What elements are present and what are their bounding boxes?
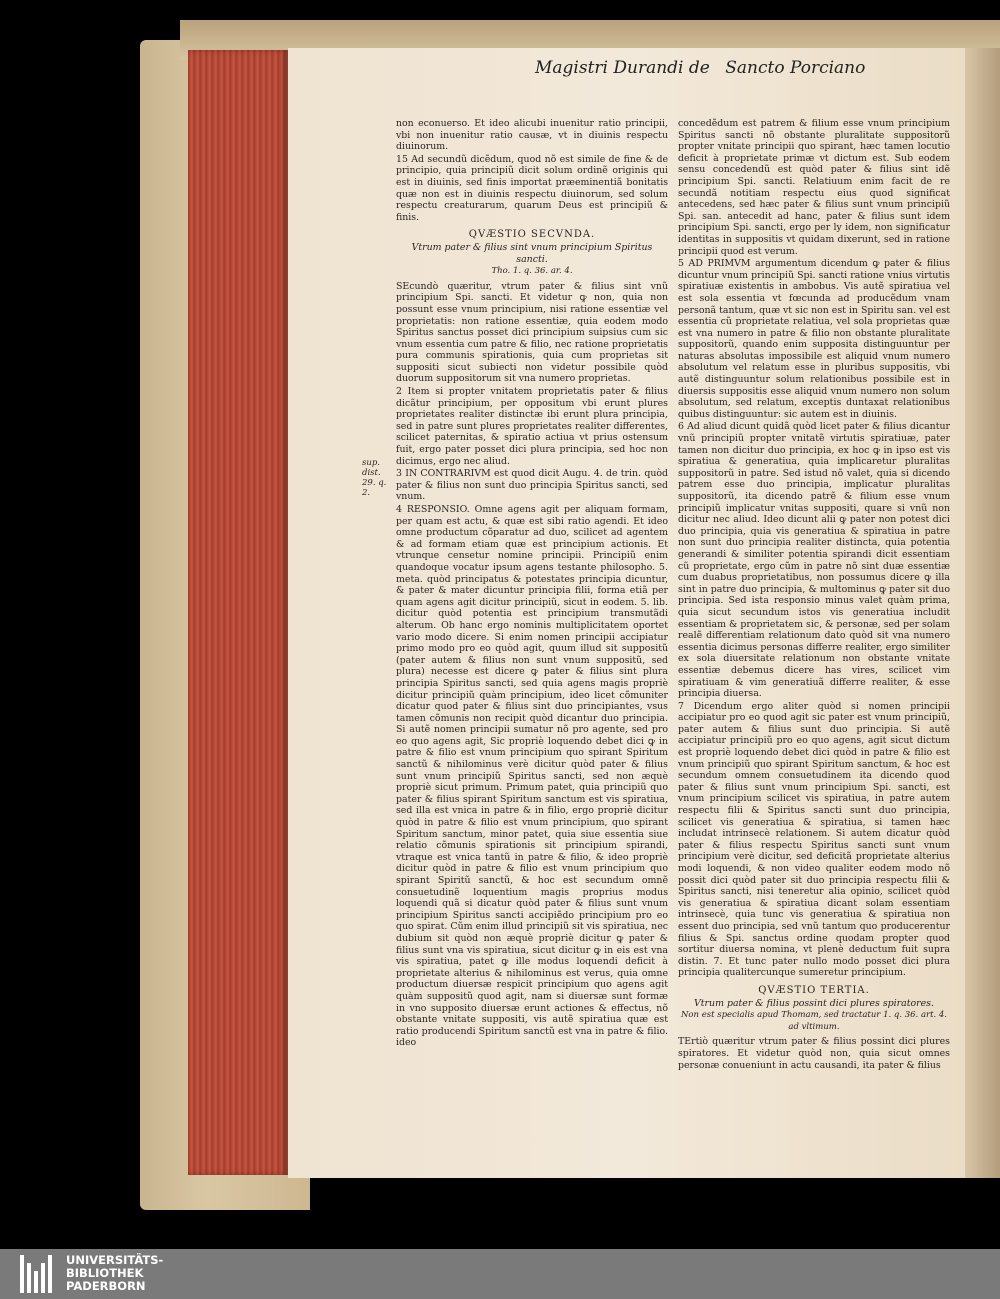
quaestio-heading: QVÆSTIO TERTIA. (758, 984, 870, 996)
paragraph: 5 AD PRIMVM argumentum dicendum ꝙ pater & filius dicuntur vnum principiũ Spi. sancti ratione vnius virtutis spiratiuæ existentis in ambobus. Vis autẽ spiratiua vel est sola essentia vt fœcunda ad producẽdum vnam personã tantum, quæ vt sic non est in Spiritu san. vel est essentia cũ proprietate relatiua, vel sola proprietas quæ est vna numero in patre & filio non obstante pluralitate suppositorũ, quando enim supposita distinguuntur per naturas absolutas impossibile est aliquid vnum numero absolutum vel relatum esse in pluribus suppositis, vbi autẽ distinguuntur solum relationibus possibile est in diuersis suppositis esse aliquid vnum numero non solum absolutum, sed relatum, exceptis duntaxat relationibus quibus distinguuntur: sic autem est in diuinis. (678, 258, 950, 420)
paragraph: TErtiò quæritur vtrum pater & filius possint dici plures spiratores. Et videtur quòd non, quia sicut omnes personæ conueniunt in actu causandi, ita pater & filius (678, 1036, 950, 1071)
page-gutter (965, 48, 1000, 1178)
left-column (396, 118, 668, 1053)
library-logo-icon (20, 1255, 58, 1293)
right-column (678, 118, 950, 1071)
quaestio-reference: Tho. 1. q. 36. ar. 4. (491, 266, 573, 277)
header-right: Sancto Porciano (725, 58, 866, 78)
paragraph: 15 Ad secundũ dicẽdum, quod nõ est simile de fine & de principio, quia principiũ dicit solum ordinẽ originis qui est in diuinis, sed finis importat præeminentiã bonitatis quæ non est in diuinis respectu diuinorum, sed solum respectu creaturarum, quarum Deus est principiũ & finis. (396, 153, 668, 223)
paragraph: 7 Dicendum ergo aliter quòd si nomen principii accipiatur pro eo quod agit sic pater est vnum principiũ, pater autem & filius sunt duo principia. Si autẽ accipiatur principiũ pro eo quo agens, agit sicut dictum est propriè loquendo debet dici quòd in patre & filio est vnum principiũ quo spirant Spiritum sanctum, & hoc est secundum omnem consuetudinem ita dicendo quod pater & filius sunt vnum principium Spi. sancti, est vnum principium scilicet vis spiratiua, in patre autem respectu filii & Spiritus sancti sunt duo principia, scilicet vis generatiua & spiratiua, si tamen hæc includat intrinsecè relationem. Si autem dicatur quòd pater & filius respectu Spiritus sancti sunt vnum principium verè dicitur, sed deficitã proprietate alterius modi loquendi, & non video qualiter eodem modo nõ possit dici quòd pater sit duo principia respectu filii & Spiritus sancti, nisi teneretur alia opinio, scilicet quòd vis generatiua & spiratiua dicant solam essentiam intrinsecè, quia tunc vis generatiua & spiratiua non essent duo principia, sed vnũ tantum quo producerentur filius & Spi. sanctus ordine quodam propter quod sortitur diuersa nomina, vt plenè deductum fuit supra distin. 7. Et tunc pater nullo modo posset dici plura principia qualitercunque sumeretur principium. (678, 700, 950, 979)
paragraph: 6 Ad aliud dicunt quidã quòd licet pater & filius dicantur vnũ principiũ propter vnitatẽ virtutis spiratiuæ, pater tamen non dicitur duo principia, ex hoc ꝙ in ipso est vis spiratiua & generatiua, quia implicaretur pluralitas suppositorũ in patre. Sed istud nõ valet, quia si dicendo patrem esse duo principia, implicatur pluralitas suppositorũ, ita dicendo patrẽ & filium esse vnum principiũ implicatur vnitas suppositi, quare si vnũ non dicitur nec aliud. Ideo dicunt alii ꝙ pater non potest dici duo principia, quia vis generatiua & spiratiua in patre non sunt duo principia realiter distincta, quia potentia generandi & similiter potentia spirandi dicit essentiam cũ proprietate, ergo cũm in patre nõ sint duæ essentiæ cum duabus proprietatibus, non possumus dicere ꝙ illa sint in patre duo principia, & multominus ꝙ pater sit duo principia. Sed ista responsio minus valet quàm prima, quia sicut secundum istos vis generatiua includit essentiam & proprietatem sic, & personæ, sed per solam realẽ differentiam relationum dato quòd sit vna numero essentia dicimus personas differre realiter, ergo similiter ex sola diuersitate relationum non obstante vnitate essentiæ debemus dicere has vires, scilicet vim spiratiuam & vim generatiuã differre realiter, & esse principia diuersa. (678, 421, 950, 700)
library-footer (0, 1249, 1000, 1299)
quaestio-reference: Non est specialis apud Thomam, sed tractatur 1. q. 36. art. 4. ad vltimum. (680, 1010, 948, 1032)
quaestio-heading: QVÆSTIO SECVNDA. (468, 229, 596, 241)
library-name: UNIVERSITÄTS- BIBLIOTHEK PADERBORN (66, 1253, 164, 1293)
quaestio-title: Vtrum pater & filius possint dici plures spiratores. (694, 997, 934, 1009)
paragraph: 3 IN CONTRARIVM est quod dicit Augu. 4. de trin. quòd pater & filius non sunt duo principia Spiritus sancti, sed vnum. (396, 468, 668, 503)
red-page-edges (188, 50, 288, 1175)
running-header (535, 58, 875, 78)
margin-note: sup. dist. 29. q. 2. (362, 458, 387, 498)
paragraph: SEcundò quæritur, vtrum pater & filius sint vnũ principium Spi. sancti. Et videtur ꝙ non, quia non possunt esse vnum principium, nisi ratione essentiæ vel proprietatis: non ratione essentiæ, quia eodem modo Spiritus sanctus posset dici principium suipsius cum sic vnum essentia cum patre & filio, nec ratione proprietatis pura communis spirationis, quia cum proprietas sit suppositi sicut subiecti non videtur possibile quòd duorum suppositorum sit vna numero proprietas. (396, 280, 668, 385)
paragraph: 4 RESPONSIO. Omne agens agit per aliquam formam, per quam est actu, & quæ est sibi ratio agendi. Et ideo omne productum cõparatur ad duo, scilicet ad agentem & ad formam etiam quæ est principium actionis. Et vtrunque censetur nomine principii. Principiũ enim quandoque vocatur ipsum agens testante philosopho. 5. meta. quòd principatus & potestates principia dicuntur, & pater & mater dicuntur principia filii, forma etiã per quam agens agit dicitur principiũ, sicut in eodem. 5. lib. dicitur quòd potentia est principium transmutãdi alterum. Ob hanc ergo nominis multiplicitatem oportet vario modo dicere. Si enim nomen principii accipiatur primo modo pro eo quòd agit, quum illud sit suppositũ (pater autem & filius non sunt vnum suppositũ, sed plura) necesse est dicere ꝙ pater & filius sint plura principia Spiritus sancti, sed quia agens magis propriè dicitur principiũ quàm principium, ideo licet cõmuniter dicatur quod pater & filius sint duo principiantes, vsus tamen cõmunis non recipit quòd dicantur duo principia. Si autẽ nomen principii sumatur nõ pro agente, sed pro eo quo agens agit, Sic propriè loquendo debet dici ꝙ in patre & filio est vnum principium quo spirant Spiritum sanctũ & nihilominus verè dicitur quòd pater & filius sunt vnum principiũ Spiritus sancti, sed non æquè propriè sicut primum. Primum patet, quia principiũ quo pater & filius spirant Spiritum sanctum est vis spiratiua, sed illa est vnica in patre & in filio, ergo propriè dicitur quòd in patre & filio est vnum principium, quo spirant Spiritum sanctum, minor patet, quia siue essentia siue relatio cõmunis spirationis sit principium spirandi, vtraque est vnica tantũ in patre & filio, & ideo propriè dicitur quòd in patre & filio est vnum principium quo spirant Spiritũ sanctũ, & hoc est secundum omnẽ consuetudinẽ loquentium magis proprius modus loquendi quã si dicatur quòd pater & filius sunt vnum principium Spiritus sancti accipiẽdo principium pro eo quo spirat. Cũm enim illud principiũ sit vis spiratiua, nec dubium sit quòd non æquè propriè dicitur ꝙ pater & filius sunt vna vis spiratiua, sicut dicitur ꝙ in eis est vna vis spiratiua, patet ꝙ ille modus loquendi deficit à proprietate alterius & nihilominus est verus, quia omne productum diuersæ respicit principium quo agens agit quàm suppositũ quod agit, nam si diuersæ sunt formæ in vno supposito diuersæ erunt actiones & effectus, nõ obstante vnitate suppositi, vis autẽ spiratiua quæ est ratio producendi Spiritum sanctũ est vna in patre & filio. ideo (396, 504, 668, 1049)
paragraph: non econuerso. Et ideo alicubi inuenitur ratio principii, vbi non inuenitur ratio causæ, vt in diuinis respectu diuinorum. (396, 118, 668, 153)
paragraph: 2 Item si propter vnitatem proprietatis pater & filius dicãtur principium, per oppositum vbi erunt plures proprietates realiter distinctæ ibi erunt plura principia, sed in patre sunt plures proprietates realiter differentes, scilicet paternitas, & spiratio actiua vt prius ostensum fuit, ergo pater posset dici plura principia, sed hoc non dicimus, ergo nec aliud. (396, 386, 668, 467)
paragraph: concedẽdum est patrem & filium esse vnum principium Spiritus sancti nõ obstante pluralitate suppositorũ propter vnitate principii quo spirant, hæc tamen locutio deficit à proprietate primæ vt dictum est. Sub eodem sensu concedendũ est quòd pater & filius sint idẽ principium Spi. sancti. Relatiuum enim facit de re secundã notitiam respectu eius quod significat antecedens, sed hæc pater & filius sunt vnum principiũ Spi. san. antecedit ad hanc, pater & filius sunt idem principium Spi. sancti, ergo per ly idem, non significatur identitas in suppositis vt quidam dixerunt, sed in ratione principii quod est verum. (678, 118, 950, 257)
quaestio-title: Vtrum pater & filius sint vnum principium Spiritus sancti. (411, 241, 653, 265)
header-left: Magistri Durandi de (535, 58, 710, 78)
